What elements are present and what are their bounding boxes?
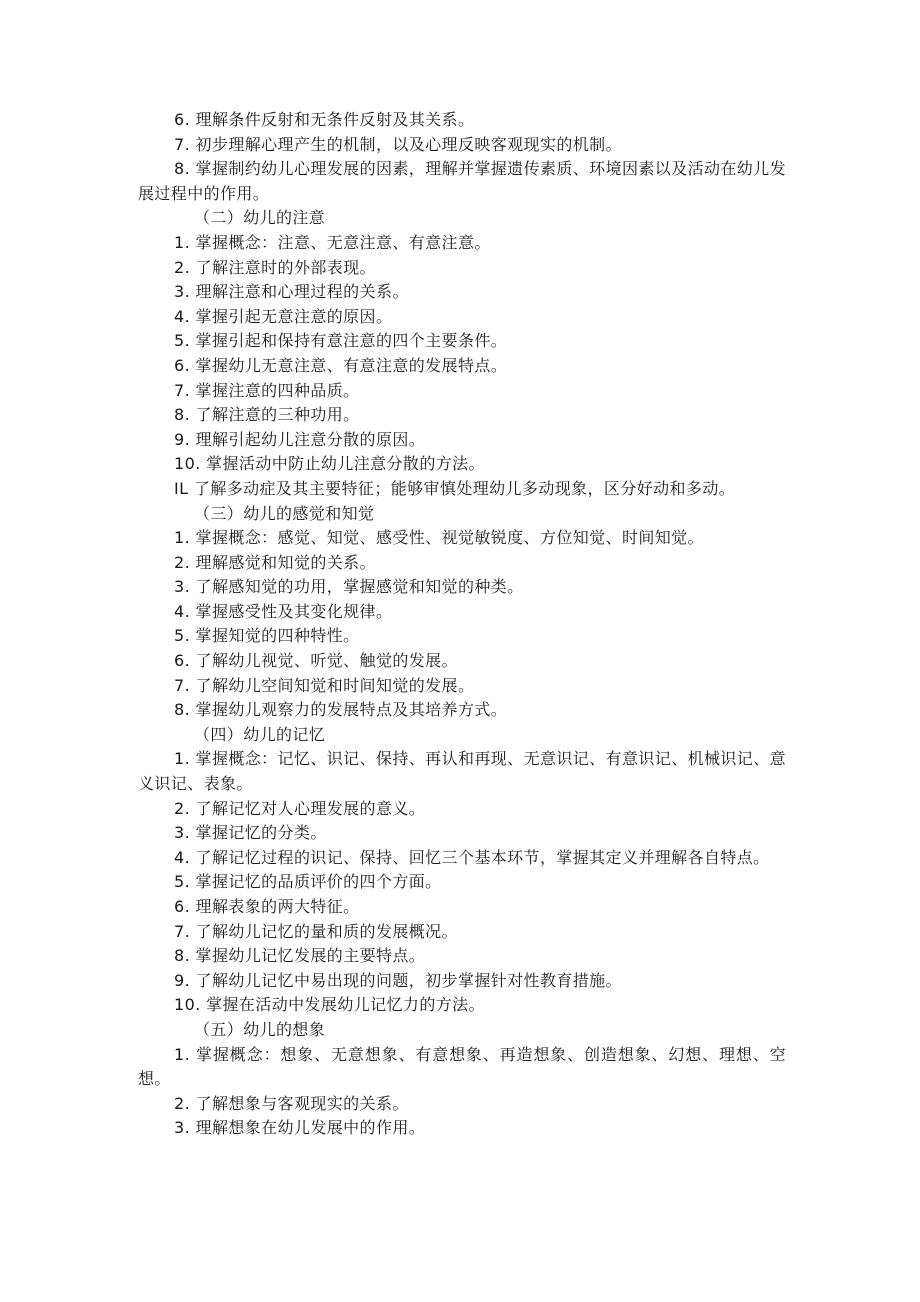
list-item: 3. 了解感知觉的功用，掌握感觉和知觉的种类。 [174,577,524,597]
list-item: 6. 了解幼儿视觉、听觉、触觉的发展。 [174,651,458,671]
list-item: 1. 掌握概念：注意、无意注意、有意注意。 [174,232,491,252]
list-item: 5. 掌握知觉的四种特性。 [174,626,360,646]
list-item: 7. 掌握注意的四种品质。 [174,380,360,400]
list-item: 3. 掌握记忆的分类。 [174,823,327,843]
list-item: 3. 理解想象在幼儿发展中的作用。 [174,1118,426,1138]
list-item: 3. 理解注意和心理过程的关系。 [174,282,409,302]
section-heading: （五）幼儿的想象 [194,1019,326,1039]
list-item: 6. 理解条件反射和无条件反射及其关系。 [174,110,475,129]
list-item: 4. 掌握引起无意注意的原因。 [174,306,393,326]
list-item: 8. 了解注意的三种功用。 [174,405,360,425]
list-item: 8. 掌握制约幼儿心理发展的因素，理解并掌握遗传素质、环境因素以及活动在幼儿发展过程中的作用。 [138,159,786,203]
list-item: 5. 掌握引起和保持有意注意的四个主要条件。 [174,331,508,351]
list-item: 7. 了解幼儿记忆的量和质的发展概况。 [174,921,458,941]
list-item: 2. 了解想象与客观现实的关系。 [174,1093,409,1113]
list-item: 2. 了解注意时的外部表现。 [174,257,376,277]
list-item: 7. 了解幼儿空间知觉和时间知觉的发展。 [174,675,475,695]
section-heading: （三）幼儿的感觉和知觉 [194,503,375,523]
section-heading: （二）幼儿的注意 [194,208,326,228]
list-item: 6. 掌握幼儿无意注意、有意注意的发展特点。 [174,355,508,375]
list-item: 10. 掌握活动中防止幼儿注意分散的方法。 [174,454,485,474]
list-item: 1. 掌握概念：记忆、识记、保持、再认和再现、无意识记、有意识记、机械识记、意义识记、表象。 [138,749,786,794]
list-item: 10. 掌握在活动中发展幼儿记忆力的方法。 [174,995,485,1015]
list-item: 2. 理解感觉和知觉的关系。 [174,552,376,572]
list-item: 6. 理解表象的两大特征。 [174,897,360,916]
document-body [138,108,786,1141]
list-item: 1. 掌握概念：想象、无意想象、有意想象、再造想象、创造想象、幻想、理想、空想。 [138,1044,786,1089]
list-item: 4. 掌握感受性及其变化规律。 [174,601,393,621]
list-item: 2. 了解记忆对人心理发展的意义。 [174,798,426,818]
list-item: 7. 初步理解心理产生的机制，以及心理反映客观现实的机制。 [174,134,622,154]
list-item: 1. 掌握概念：感觉、知觉、感受性、视觉敏锐度、方位知觉、时间知觉。 [174,528,704,548]
list-item: IL 了解多动症及其主要特征；能够审慎处理幼儿多动现象，区分好动和多动。 [174,478,736,498]
list-item: 4. 了解记忆过程的识记、保持、回忆三个基本环节，掌握其定义并理解各自特点。 [174,847,770,867]
list-item: 9. 理解引起幼儿注意分散的原因。 [174,429,426,449]
list-item: 9. 了解幼儿记忆中易出现的问题，初步掌握针对性教育措施。 [174,970,622,990]
list-item: 5. 掌握记忆的品质评价的四个方面。 [174,872,442,892]
section-heading: （四）幼儿的记忆 [194,724,326,744]
list-item: 8. 掌握幼儿观察力的发展特点及其培养方式。 [174,700,508,720]
list-item: 8. 掌握幼儿记忆发展的主要特点。 [174,946,426,966]
